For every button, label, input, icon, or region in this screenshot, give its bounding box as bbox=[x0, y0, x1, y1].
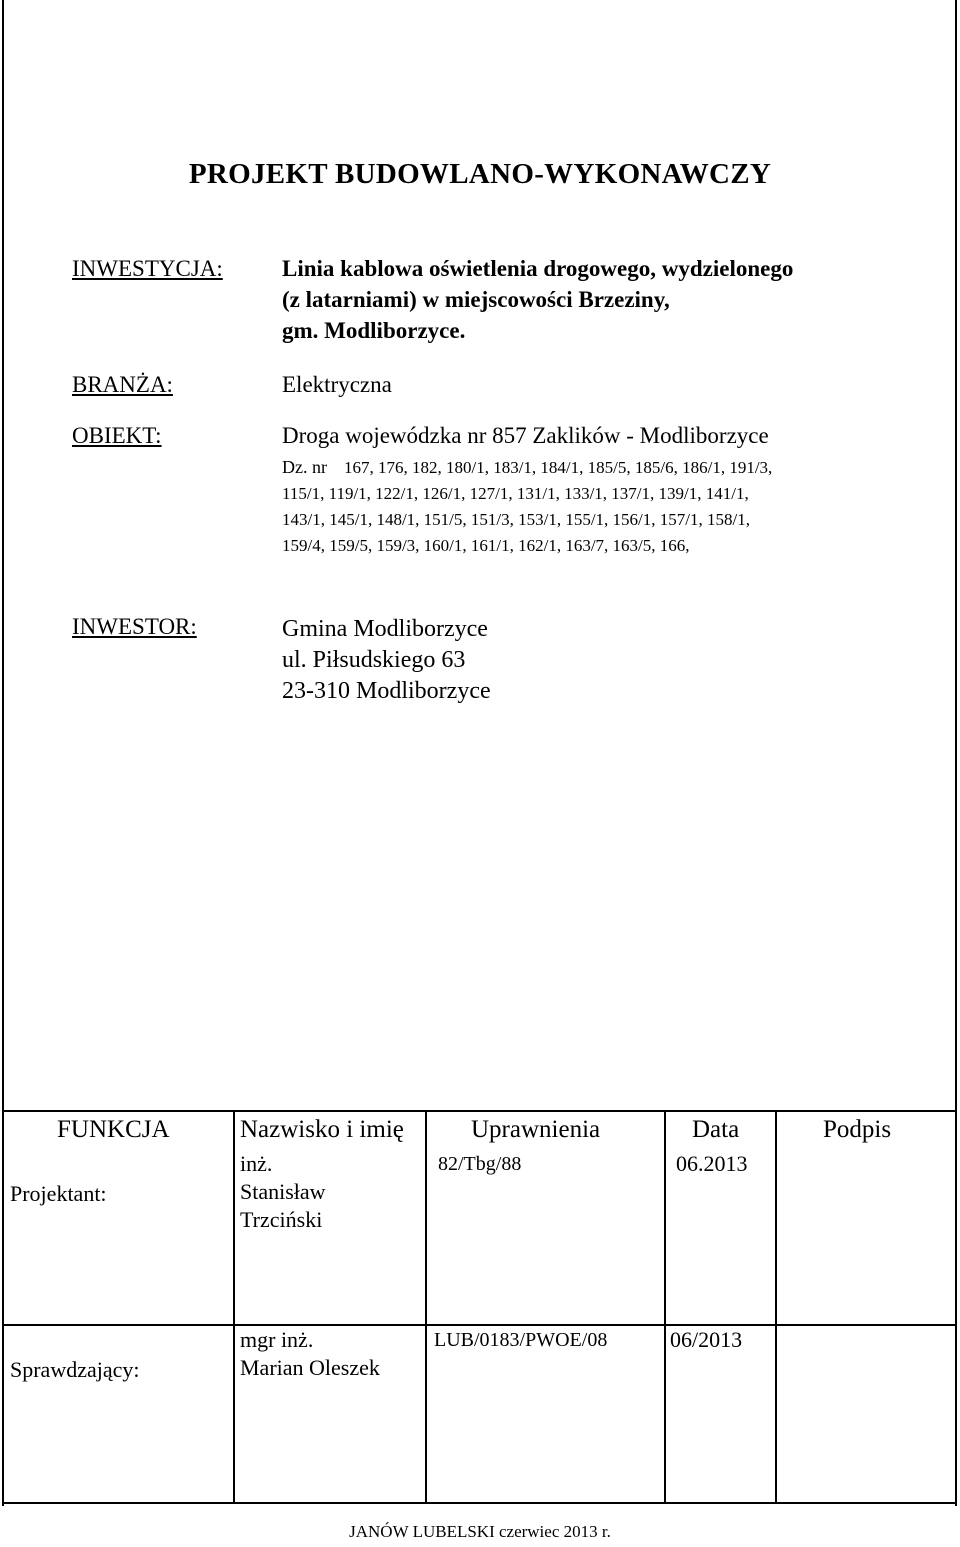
inwestycja-line-2: (z latarniami) w miejscowości Brzeziny, bbox=[282, 287, 670, 312]
header-data: Data bbox=[692, 1116, 740, 1143]
row-projektant-uprawnienia: 82/Tbg/88 bbox=[438, 1153, 522, 1175]
plot-line bbox=[282, 454, 922, 481]
inwestor-line: 23-310 Modliborzyce bbox=[282, 678, 491, 704]
row-sprawdzajacy-data: 06/2013 bbox=[670, 1327, 743, 1352]
header-funkcja: FUNKCJA bbox=[57, 1116, 170, 1143]
branza-label: BRANŻA: bbox=[72, 372, 173, 397]
obiekt-label: OBIEKT: bbox=[72, 423, 162, 448]
row-projektant-name bbox=[240, 1150, 326, 1234]
inwestor-label: INWESTOR: bbox=[72, 614, 197, 639]
plot-list: 167, 176, 182, 180/1, 183/1, 184/1, 185/5, 185/6, 186/1, 191/3, bbox=[343, 458, 773, 477]
header-podpis: Podpis bbox=[823, 1116, 892, 1143]
plot-line: 143/1, 145/1, 148/1, 151/5, 151/3, 153/1, 155/1, 156/1, 157/1, 158/1, bbox=[282, 510, 750, 529]
plot-line: 159/4, 159/5, 159/3, 160/1, 161/1, 162/1, 163/7, 163/5, 166, bbox=[282, 536, 690, 555]
col-divider bbox=[775, 1110, 777, 1504]
name-line: Stanisław bbox=[240, 1179, 326, 1204]
branza-value: Elektryczna bbox=[282, 372, 392, 397]
inwestor-line: Gmina Modliborzyce bbox=[282, 616, 488, 642]
name-line: Trzciński bbox=[240, 1207, 323, 1232]
page-frame bbox=[2, 0, 957, 1506]
name-line: inż. bbox=[240, 1151, 273, 1176]
row-sprawdzajacy-name bbox=[240, 1326, 380, 1382]
col-divider bbox=[664, 1110, 666, 1504]
document-title: PROJEKT BUDOWLANO-WYKONAWCZY bbox=[188, 158, 772, 190]
inwestor-line: ul. Piłsudskiego 63 bbox=[282, 647, 466, 673]
row-sprawdzajacy-uprawnienia: LUB/0183/PWOE/08 bbox=[434, 1329, 608, 1351]
name-line: mgr inż. bbox=[240, 1327, 314, 1352]
col-divider bbox=[233, 1110, 235, 1504]
plot-line: 115/1, 119/1, 122/1, 126/1, 127/1, 131/1, 133/1, 137/1, 139/1, 141/1, bbox=[282, 484, 749, 503]
footer-place-date: JANÓW LUBELSKI czerwiec 2013 r. bbox=[349, 1522, 611, 1541]
col-divider bbox=[425, 1110, 427, 1504]
table-border-left bbox=[2, 1110, 4, 1504]
row-projektant-data: 06.2013 bbox=[676, 1151, 748, 1176]
table-border-right bbox=[955, 1110, 957, 1504]
row-sprawdzajacy-funkcja: Sprawdzający: bbox=[10, 1357, 140, 1382]
inwestycja-line-3: gm. Modliborzyce. bbox=[282, 318, 466, 343]
name-line: Marian Oleszek bbox=[240, 1355, 380, 1380]
inwestor-address bbox=[282, 614, 491, 707]
header-nazwisko: Nazwisko i imię bbox=[240, 1116, 404, 1143]
table-border-top bbox=[2, 1110, 957, 1112]
plot-numbers bbox=[282, 454, 922, 559]
table-border-bottom bbox=[2, 1502, 957, 1504]
plots-prefix: Dz. nr bbox=[282, 457, 327, 477]
inwestycja-line-1: Linia kablowa oświetlenia drogowego, wydzielonego bbox=[282, 256, 794, 281]
row-projektant-funkcja: Projektant: bbox=[10, 1181, 107, 1206]
header-uprawnienia: Uprawnienia bbox=[471, 1116, 601, 1143]
inwestycja-label: INWESTYCJA: bbox=[72, 256, 223, 281]
obiekt-value: Droga wojewódzka nr 857 Zaklików - Modliborzyce bbox=[282, 423, 769, 448]
